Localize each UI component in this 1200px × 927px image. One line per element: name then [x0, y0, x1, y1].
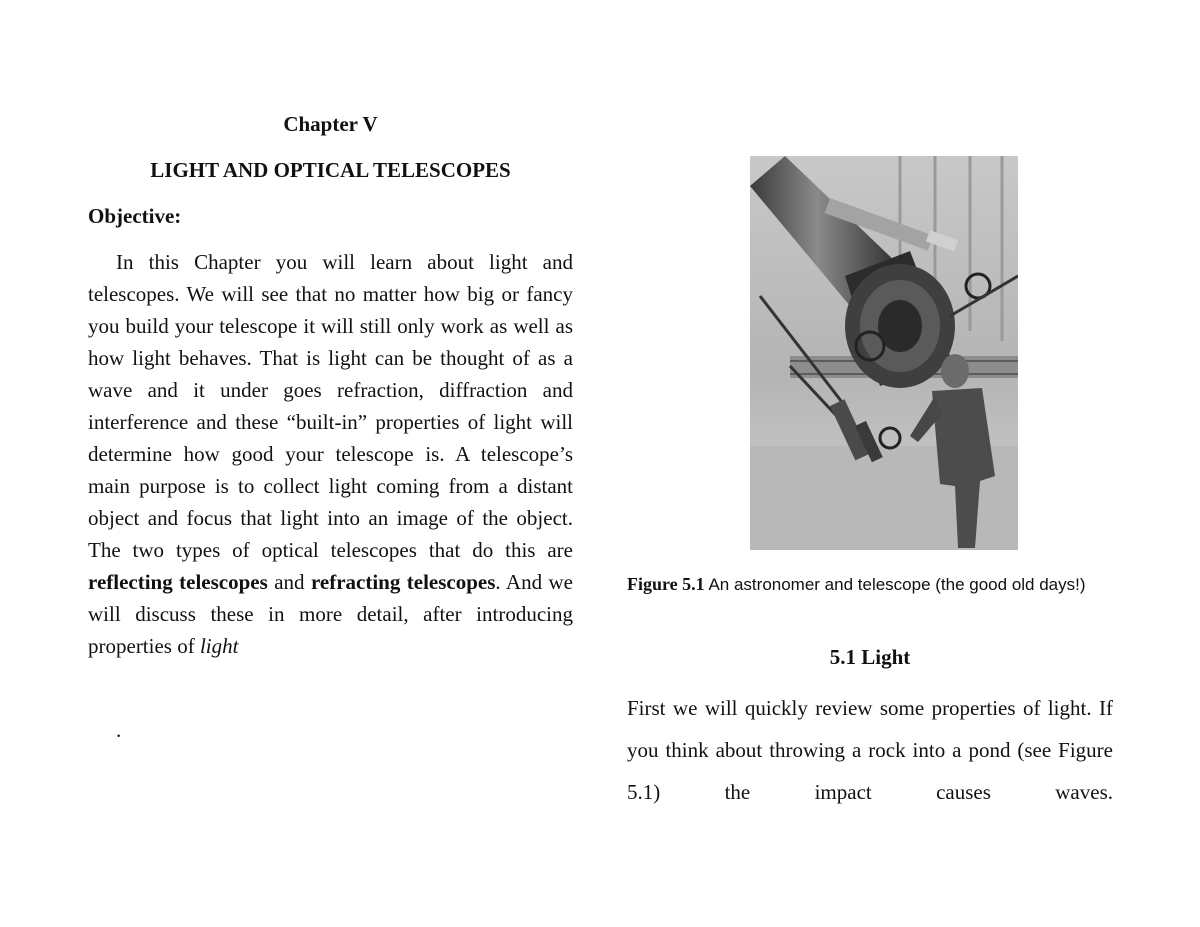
chapter-title: LIGHT AND OPTICAL TELESCOPES [150, 158, 511, 182]
section-paragraph: First we will quickly review some properties of light. If you think about throwing a rock into a pond (see Figure 5.1) the impact causes waves. [627, 696, 1113, 804]
objective-text-part: and [267, 570, 311, 594]
objective-text-part: . And we will discuss these in more detail, after introducing properties of [88, 570, 573, 658]
term-reflecting-telescopes: reflecting telescopes [88, 570, 268, 594]
figure-caption [627, 570, 1113, 599]
left-column [88, 108, 573, 662]
figure-caption-label: Figure 5.1 [627, 574, 705, 594]
term-light: light [199, 634, 239, 658]
stray-period: . [116, 718, 122, 742]
telescope-illustration [750, 156, 1018, 550]
objective-heading: Objective: [88, 204, 182, 228]
objective-paragraph [88, 246, 573, 662]
figure-telescope-photo [750, 156, 1018, 550]
chapter-label: Chapter V [283, 112, 378, 136]
figure-caption-text: An astronomer and telescope (the good old days!) [704, 575, 1086, 594]
section-heading: 5.1 Light [829, 645, 911, 669]
term-refracting-telescopes: refracting telescopes [310, 570, 496, 594]
objective-text-part: In this Chapter you will learn about light and telescopes. We will see that no matter how big or fancy you build your telescope it will still only work as well as how light behaves. That is light can be thought of as a wave and it under goes refraction, diffraction and interference and these “built-in” properties of light will determine how good your telescope is. A telescope’s main purpose is to collect light coming from a distant object and focus that light into an image of the object. The two types of optical telescopes that do this are [88, 250, 573, 562]
